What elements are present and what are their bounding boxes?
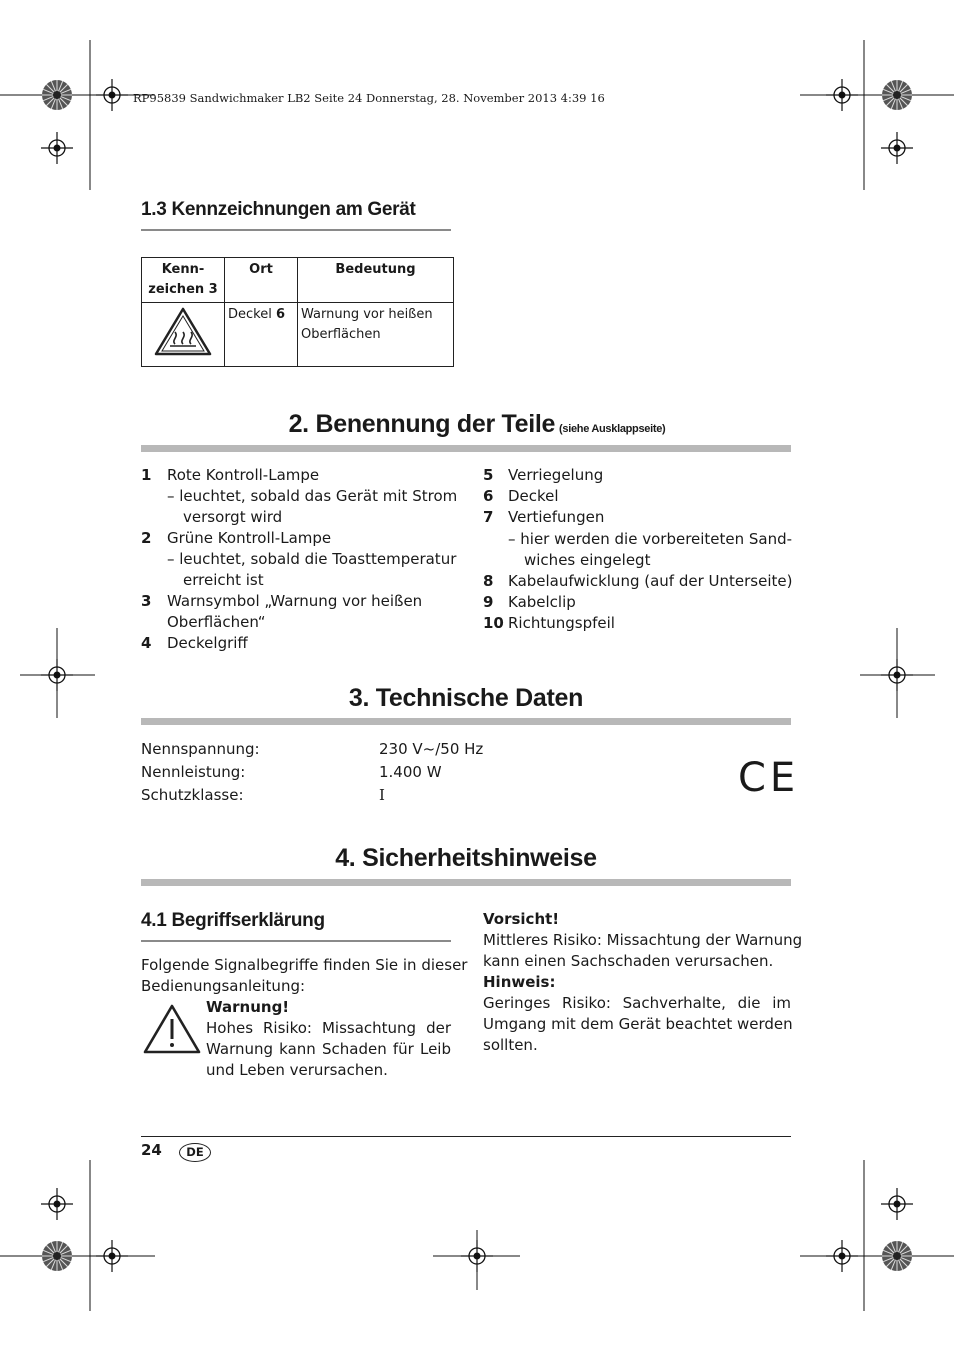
section-1-3-rule: [141, 229, 451, 231]
section-3-rule: [141, 718, 791, 725]
table-header-meaning: Bedeutung: [298, 258, 454, 303]
table-cell-location: Deckel 6: [225, 303, 298, 367]
footer-rule: [141, 1136, 791, 1137]
table-header-marking: Kenn- zeichen 3: [142, 258, 225, 303]
table-header-location: Ort: [225, 258, 298, 303]
section-2-title: 2. Benennung der Teile (siehe Ausklappseite): [288, 410, 666, 438]
warning-block: Warnung! Hohes Risiko: Missachtung der Warnung kann Schaden für Leib und Leben verursachen.: [206, 998, 451, 1079]
tech-data: Nennspannung: 230 V~/50 Hz Nennleistung: 1.400 W Schutzklasse: I: [141, 740, 484, 804]
warning-triangle-icon: [143, 1003, 201, 1055]
section-2-rule: [141, 445, 791, 452]
section-4-rule: [141, 879, 791, 886]
section-4-1-rule: [141, 940, 451, 942]
table-cell-icon: [142, 303, 225, 367]
marking-table: [141, 257, 454, 367]
signal-words-intro: Folgende Signalbegriffe finden Sie in dieser Bedienungsanleitung:: [141, 956, 468, 995]
hint-title: Hinweis:: [483, 973, 556, 991]
section-4-title: 4. Sicherheitshinweise: [335, 844, 597, 872]
language-badge: DE: [179, 1143, 211, 1162]
table-cell-meaning: Warnung vor heißen Oberflächen: [298, 303, 454, 367]
section-3-title: 3. Technische Daten: [348, 684, 584, 712]
print-info: RP95839 Sandwichmaker LB2 Seite 24 Donnerstag, 28. November 2013 4:39 16: [133, 91, 605, 105]
ce-mark-icon: CE: [738, 755, 800, 801]
page-number: 24: [141, 1141, 162, 1159]
hot-surface-warning-icon: [153, 305, 213, 357]
caution-hint-block: Vorsicht! Mittleres Risiko: Missachtung der Warnung kann einen Sachschaden verursachen. Hinweis: Geringes Risiko: Sachverhalte, die im Umgang mit dem Gerät beachtet werden sollten.: [483, 910, 803, 1054]
section-1-3-title: 1.3 Kennzeichnungen am Gerät: [141, 199, 416, 220]
parts-list-left: 1 Rote Kontroll-Lampe – leuchtet, sobald das Gerät mit Strom versorgt wird 2 Grüne Kontroll-Lampe – leuchtet, sobald die Toasttemperatur erreicht ist 3 Warnsymbol „Warnung vor heißen Oberflächen“ 4 Deckelgriff: [141, 466, 458, 652]
section-4-1-title: 4.1 Begriffserklärung: [141, 910, 325, 931]
parts-list-right: 5 Verriegelung 6 Deckel 7 Vertiefungen – hier werden die vorbereiteten Sand- wiches eingelegt 8 Kabelaufwicklung (auf der Unterseite) 9 Kabelclip 10 Richtungspfeil: [483, 466, 793, 632]
caution-title: Vorsicht!: [483, 910, 560, 928]
